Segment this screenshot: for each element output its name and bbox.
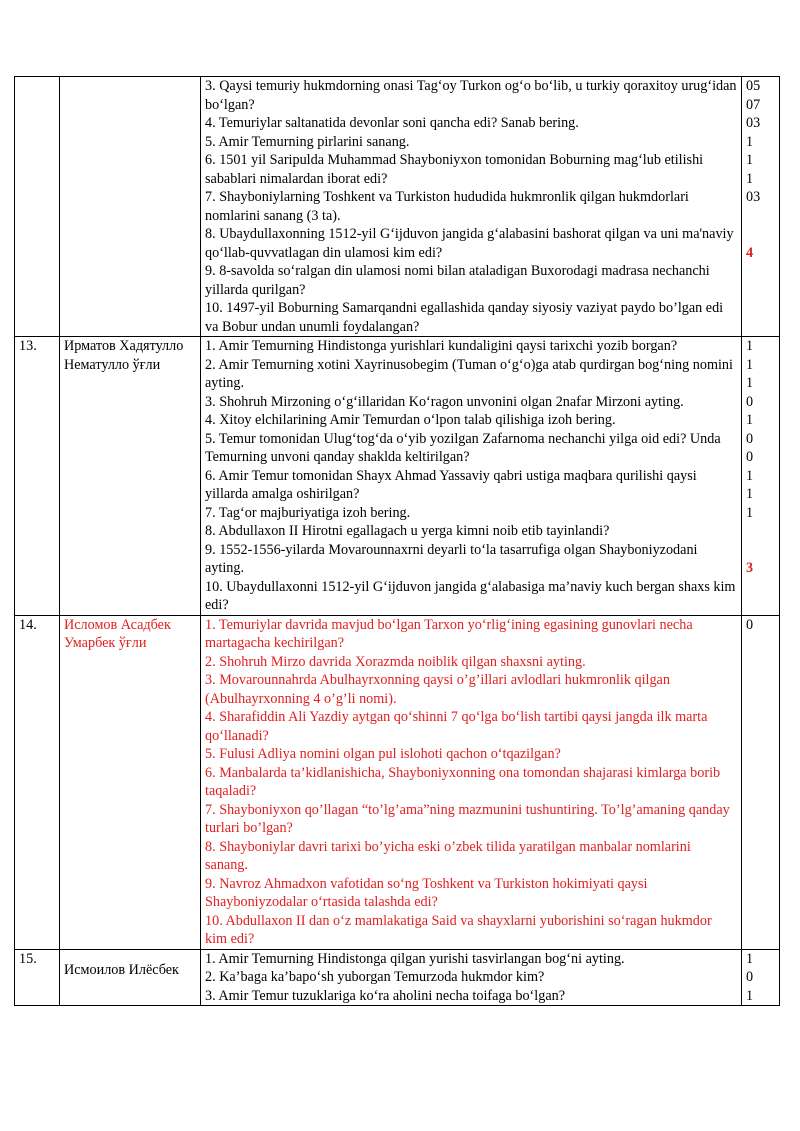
score-value: 1 [746, 486, 754, 502]
score-value: 1 [746, 356, 754, 373]
results-table [14, 76, 780, 1006]
score-value [746, 225, 775, 244]
scores-cell [742, 337, 780, 616]
question-text: 4. Sharafiddin Ali Yazdiy aytgan qo‘shinni 7 qo‘lga bo‘lish tartibi qaysi jangda ilk marta qo‘llanadi? [205, 709, 708, 744]
student-name: Ирматов Хадятулло Нематулло ўғли [64, 338, 184, 373]
question-text: 3. Amir Temur tuzuklariga ko‘ra aholini necha toifaga bo‘lgan? [205, 987, 566, 1004]
score-value: 03 [746, 189, 761, 205]
question-text: 4. Temuriylar saltanatida devonlar soni qancha edi? Sanab bering. [205, 115, 579, 131]
questions-cell [201, 949, 742, 1006]
row-number-cell [15, 949, 60, 1006]
score-value [746, 522, 775, 541]
scores-cell [742, 949, 780, 1006]
question-text: 2. Shohruh Mirzo davrida Xorazmda noiblik qilgan shaxsni ayting. [205, 653, 586, 670]
question-text: 5. Temur tomonidan Ulug‘tog‘da o‘yib yozilgan Zafarnoma nechanchi yilga oid edi? Unda Temurning unvoni qanday shaklda keltirilgan? [205, 430, 721, 465]
score-value: 0 [746, 616, 754, 633]
student-name: Исмоилов Илёсбек [64, 961, 179, 978]
scores-cell [742, 77, 780, 337]
question-text: 10. 1497-yil Boburning Samarqandni egallashida qanday siyosiy vaziyat paydo bo’lgan edi va Bobur undan unumli foydalangan? [205, 300, 724, 335]
question-text: 1. Amir Temurning Hindistonga qilgan yurishi tasvirlangan bog‘ni ayting. [205, 950, 625, 967]
score-value: 0 [746, 430, 754, 447]
question-text: 10. Abdullaxon II dan o‘z mamlakatiga Said va shayxlarni yuborishini so‘ragan hukmdor kim edi? [205, 912, 712, 947]
student-name: Исломов Асадбек Умарбек ўғли [64, 616, 171, 651]
row-number-cell [15, 615, 60, 949]
question-text: 2. Amir Temurning xotini Xayrinusobegim (Tuman o‘g‘o)ga atab qurdirgan bog‘ning nomini ayting. [205, 356, 733, 391]
question-text: 7. Shayboniylarning Toshkent va Turkiston hududida hukmronlik qilgan hukmdorlari nomlarini sanang (3 ta). [205, 189, 689, 224]
question-text: 7. Shayboniyxon qo’llagan “to’lg’ama”ning mazmunini tushuntiring. To’lg’amaning qanday turlari bo’lgan? [205, 801, 730, 836]
table-row [15, 77, 780, 337]
score-value: 07 [746, 96, 761, 113]
student-name-cell [60, 615, 201, 949]
question-text: 1. Amir Temurning Hindistonga yurishlari kundaligini qaysi tarixchi yozib borgan? [205, 338, 678, 354]
score-value: 03 [746, 115, 761, 131]
row-number-cell [15, 77, 60, 337]
question-text: 8. Shayboniylar davri tarixi bo’yicha eski o’zbek tilida yaratilgan manbalar nomlarini sanang. [205, 838, 691, 873]
score-value: 1 [746, 987, 754, 1004]
question-text: 3. Movarounnahrda Abulhayrxonning qaysi o’g’illari avlodlari hukmronlik qilgan (Abulhayrxonning 4 o’g’li nomi). [205, 672, 670, 707]
question-text: 5. Amir Temurning pirlarini sanang. [205, 133, 410, 150]
score-value: 1 [746, 467, 754, 484]
score-value: 1 [746, 412, 754, 428]
questions-cell [201, 337, 742, 616]
row-number-cell [15, 337, 60, 616]
question-text: 1. Temuriylar davrida mavjud bo‘lgan Tarxon yo‘rlig‘ining egasining gunovlari necha martagacha kechirilgan? [205, 616, 693, 651]
score-value [746, 207, 775, 226]
question-text: 3. Qaysi temuriy hukmdorning onasi Tag‘oy Turkon og‘o bo‘lib, u turkiy qoraxitoy urug‘idan bo‘lgan? [205, 78, 737, 113]
row-number: 15. [19, 950, 37, 967]
score-value: 0 [746, 393, 754, 410]
questions-cell [201, 615, 742, 949]
score-value: 1 [746, 375, 754, 391]
score-value: 1 [746, 504, 754, 521]
row-number: 13. [19, 338, 37, 354]
score-value: 0 [746, 969, 754, 985]
score-value: 0 [746, 449, 754, 465]
scores-cell [742, 615, 780, 949]
question-text: 3. Shohruh Mirzoning o‘g‘illaridan Ko‘ragon unvonini olgan 2nafar Mirzoni ayting. [205, 393, 684, 410]
score-value: 1 [746, 950, 754, 967]
total-score: 3 [746, 560, 754, 576]
score-value: 1 [746, 152, 754, 168]
question-text: 9. Navroz Ahmadxon vafotidan so‘ng Toshkent va Turkiston hokimiyati qaysi Shayboniyzodalar o‘rtasida talashda edi? [205, 875, 648, 910]
question-text: 8. Ubaydullaxonning 1512-yil G‘ijduvon jangida g‘alabasini bashorat qilgan va uni ma'naviy qo‘llab-quvvatlagan din ulamosi kim edi? [205, 226, 734, 261]
question-text: 5. Fulusi Adliya nomini olgan pul islohoti qachon o‘tqazilgan? [205, 746, 561, 762]
questions-cell [201, 77, 742, 337]
student-name-cell [60, 949, 201, 1006]
score-value: 1 [746, 338, 754, 354]
score-value: 05 [746, 78, 761, 94]
question-text: 2. Ka’baga ka’bapo‘sh yuborgan Temurzoda hukmdor kim? [205, 969, 545, 985]
question-text: 6. 1501 yil Saripulda Muhammad Shayboniyxon tomonidan Boburning mag‘lub etilishi sabablari nimalardan iborat edi? [205, 152, 704, 187]
score-value: 1 [746, 170, 754, 187]
question-text: 6. Manbalarda ta’kidlanishicha, Shayboniyxonning ona tomondan shajarasi kimlarga borib taqaladi? [205, 764, 721, 799]
question-text: 10. Ubaydullaxonni 1512-yil G‘ijduvon jangida g‘alabasiga ma’naviy kuch bergan shaxs kim edi? [205, 578, 736, 613]
question-text: 6. Amir Temur tomonidan Shayx Ahmad Yassaviy qabri ustiga maqbara qurilishi qaysi yillarda amalga oshirilgan? [205, 467, 697, 502]
score-value [746, 541, 775, 560]
question-text: 9. 1552-1556-yilarda Movarounnaxrni deyarli to‘la tasarrufiga olgan Shayboniyzodani ayting. [205, 541, 698, 576]
question-text: 4. Xitoy elchilarining Amir Temurdan o‘lpon talab qilishiga izoh bering. [205, 412, 616, 428]
student-name-cell [60, 337, 201, 616]
total-score: 4 [746, 244, 754, 261]
row-number: 14. [19, 616, 37, 633]
table-row [15, 615, 780, 949]
student-name-cell [60, 77, 201, 337]
score-value: 1 [746, 133, 754, 150]
table-row [15, 337, 780, 616]
question-text: 7. Tag‘or majburiyatiga izoh bering. [205, 504, 411, 521]
table-row [15, 949, 780, 1006]
question-text: 8. Abdullaxon II Hirotni egallagach u yerga kimni noib etib tayinlandi? [205, 523, 610, 539]
question-text: 9. 8-savolda so‘ralgan din ulamosi nomi bilan ataladigan Buxorodagi madrasa nechanchi yillarda qurilgan? [205, 263, 710, 298]
